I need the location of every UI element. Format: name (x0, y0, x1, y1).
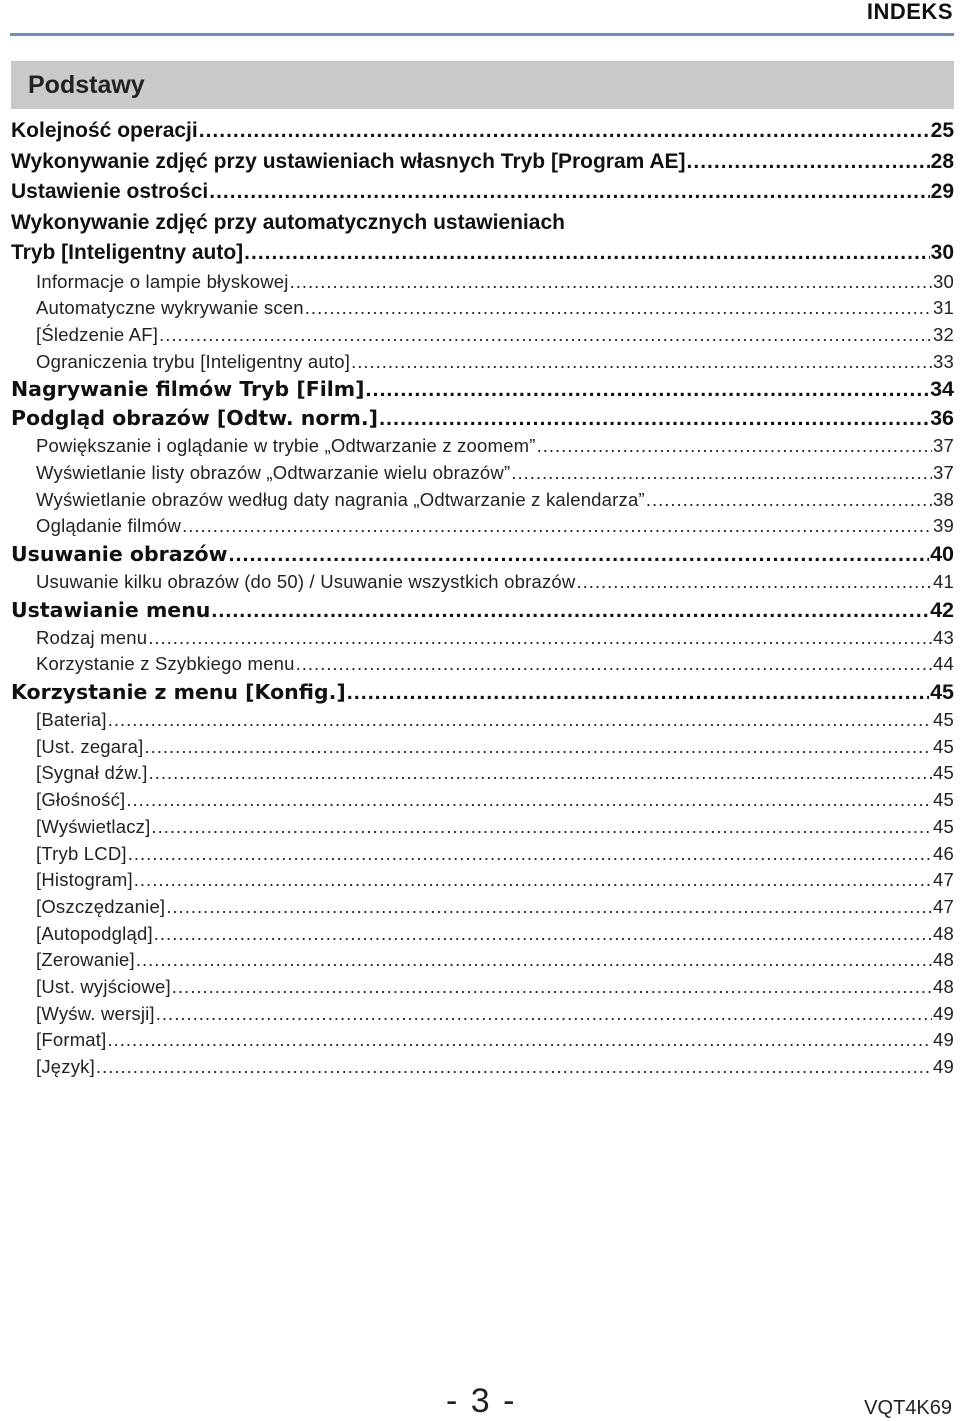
toc-entry-label: Wyświetlanie obrazów według daty nagrania „Odtwarzanie z kalendarza” (36, 488, 645, 510)
toc-entry-label: Ustawianie menu (11, 597, 211, 622)
dot-leader (351, 349, 932, 376)
dot-leader (211, 596, 929, 625)
toc-subentry[interactable] (11, 841, 954, 868)
toc-page-number: 48 (933, 975, 954, 997)
toc-page-number: 47 (933, 869, 954, 891)
toc-subentry[interactable] (11, 269, 954, 296)
toc-entry-label: Usuwanie obrazów (11, 542, 228, 566)
toc-page-number: 44 (933, 653, 954, 675)
toc-entry[interactable] (11, 177, 954, 208)
footer-doc-code: VQT4K69 (864, 1397, 952, 1419)
toc-page-number: 45 (933, 789, 954, 811)
toc-entry-label: Korzystanie z Szybkiego menu (36, 653, 295, 675)
dot-leader (136, 947, 932, 974)
dot-leader (229, 540, 930, 569)
table-of-contents (11, 116, 954, 1081)
toc-subentry[interactable] (11, 787, 954, 814)
toc-page-number: 48 (933, 922, 954, 944)
toc-entry-label: [Język] (36, 1056, 95, 1077)
toc-entry-label: [Wyświetlacz] (36, 815, 151, 837)
toc-entry-label: Kolejność operacji (11, 119, 198, 142)
dot-leader (144, 734, 932, 761)
toc-entry[interactable] (11, 116, 954, 147)
toc-entry-label: [Zerowanie] (36, 949, 135, 971)
toc-entry-label: Ograniczenia trybu [Inteligentny auto] (36, 350, 351, 372)
toc-page-number: 45 (933, 709, 954, 731)
toc-subentry[interactable] (11, 513, 954, 540)
toc-entry-label: [Ust. wyjściowe] (36, 975, 171, 997)
toc-subentry[interactable] (11, 569, 954, 596)
toc-page-number: 33 (933, 350, 954, 372)
toc-subentry[interactable] (11, 349, 954, 376)
dot-leader (107, 1027, 932, 1054)
toc-subentry[interactable] (11, 487, 954, 514)
toc-entry[interactable] (11, 375, 954, 404)
dot-leader (134, 867, 932, 894)
toc-page-number: 32 (933, 323, 954, 345)
toc-page-number: 39 (933, 515, 954, 537)
dot-leader (366, 375, 930, 404)
toc-entry[interactable] (11, 147, 954, 178)
dot-leader (576, 569, 932, 596)
toc-entry[interactable] (11, 678, 954, 707)
toc-page-number: 38 (933, 488, 954, 510)
toc-entry-label: Usuwanie kilku obrazów (do 50) / Usuwanie wszystkich obrazów (36, 571, 576, 592)
dot-leader (646, 487, 932, 514)
toc-entry-label: Powiększanie i oglądanie w trybie „Odtwarzanie z zoomem” (36, 435, 536, 457)
dot-leader (182, 513, 932, 540)
index-header-tag: INDEKS (866, 0, 953, 24)
dot-leader (305, 295, 932, 322)
toc-page-number: 30 (930, 241, 954, 264)
toc-page-number: 45 (933, 762, 954, 784)
section-band (11, 61, 954, 109)
toc-page-number: 49 (933, 1056, 954, 1077)
dot-leader (379, 404, 929, 433)
toc-subentry[interactable] (11, 295, 954, 322)
toc-page-number: 29 (930, 180, 954, 203)
toc-subentry[interactable] (11, 760, 954, 787)
dot-leader (244, 238, 929, 269)
dot-leader (156, 1001, 932, 1028)
toc-entry-label: Podgląd obrazów [Odtw. norm.] (11, 406, 379, 431)
toc-page-number: 37 (933, 461, 954, 483)
dot-leader (537, 433, 932, 460)
toc-subentry[interactable] (11, 625, 954, 652)
toc-entry-label: [Bateria] (36, 709, 107, 731)
toc-entry[interactable] (11, 596, 954, 625)
section-title: Podstawy (28, 71, 145, 99)
toc-entry-label: [Głośność] (36, 789, 126, 811)
toc-entry-label: Wyświetlanie listy obrazów „Odtwarzanie wielu obrazów” (36, 461, 511, 483)
dot-leader (296, 651, 932, 678)
dot-leader (154, 921, 932, 948)
toc-entry-label: [Format] (36, 1029, 107, 1051)
dot-leader (166, 894, 932, 921)
dot-leader (108, 707, 932, 734)
toc-page-number: 47 (933, 895, 954, 917)
dot-leader (128, 841, 932, 868)
dot-leader (126, 787, 932, 814)
toc-entry-label: [Oszczędzanie] (36, 895, 166, 917)
toc-entry-label: Oglądanie filmów (36, 515, 182, 537)
toc-entry-label: Wykonywanie zdjęć przy ustawieniach własnych Tryb [Program AE] (11, 149, 686, 173)
toc-page-number: 45 (930, 680, 954, 705)
toc-page-number: 34 (930, 377, 954, 402)
toc-subentry[interactable] (11, 1027, 954, 1054)
dot-leader (347, 678, 929, 707)
toc-entry-label: Rodzaj menu (36, 626, 148, 648)
toc-page-number: 31 (933, 297, 954, 319)
toc-entry-label: [Tryb LCD] (36, 842, 127, 864)
toc-page-number: 37 (933, 435, 954, 457)
toc-page-number: 49 (933, 1002, 954, 1024)
dot-leader (148, 625, 932, 652)
toc-subentry[interactable] (11, 921, 954, 948)
toc-subentry[interactable] (11, 460, 954, 487)
toc-entry-label: Ustawienie ostrości (11, 180, 209, 203)
toc-entry-label: Informacje o lampie błyskowej (36, 270, 289, 292)
toc-entry-label: [Ust. zegara] (36, 735, 144, 757)
toc-entry-label: Wykonywanie zdjęć przy automatycznych ustawieniach (11, 210, 565, 234)
toc-subentry[interactable] (11, 322, 954, 349)
toc-entry-label: Korzystanie z menu [Konfig.] (11, 680, 346, 705)
toc-subentry[interactable] (11, 974, 954, 1001)
toc-entry[interactable] (11, 208, 954, 239)
dot-leader (96, 1054, 932, 1081)
toc-subentry[interactable] (11, 867, 954, 894)
toc-page-number: 28 (930, 149, 954, 173)
toc-page-number: 25 (930, 119, 954, 142)
toc-entry[interactable] (11, 404, 954, 433)
toc-entry[interactable] (11, 540, 954, 569)
toc-page-number: 45 (933, 735, 954, 757)
toc-subentry[interactable] (11, 651, 954, 678)
toc-entry-label: [Autopodgląd] (36, 922, 153, 944)
toc-entry-label: Automatyczne wykrywanie scen (36, 297, 304, 319)
toc-entry-label: [Wyśw. wersji] (36, 1002, 155, 1024)
toc-entry-label: [Histogram] (36, 869, 133, 891)
footer-page-number: - 3 - (446, 1382, 517, 1420)
toc-entry-label: [Śledzenie AF] (36, 323, 159, 345)
header-rule (10, 33, 954, 36)
dot-leader (151, 814, 932, 841)
toc-entry-label: Nagrywanie filmów Tryb [Film] (11, 377, 365, 402)
toc-page-number: 41 (933, 571, 954, 592)
toc-subentry[interactable] (11, 814, 954, 841)
toc-page-number: 49 (933, 1029, 954, 1051)
toc-page-number: 40 (930, 542, 954, 566)
toc-subentry[interactable] (11, 433, 954, 460)
toc-subentry[interactable] (11, 707, 954, 734)
toc-page-number: 36 (930, 406, 954, 431)
toc-page-number: 43 (933, 626, 954, 648)
dot-leader (159, 322, 932, 349)
toc-entry[interactable] (11, 238, 954, 269)
dot-leader (149, 760, 932, 787)
toc-page-number: 42 (930, 597, 954, 622)
toc-subentry[interactable] (11, 1054, 954, 1081)
toc-entry-label: [Sygnał dźw.] (36, 762, 148, 784)
toc-subentry[interactable] (11, 947, 954, 974)
toc-subentry[interactable] (11, 894, 954, 921)
dot-leader (511, 460, 932, 487)
toc-entry-label: Tryb [Inteligentny auto] (11, 241, 244, 264)
dot-leader (209, 177, 929, 208)
toc-subentry[interactable] (11, 734, 954, 761)
toc-page-number: 48 (933, 949, 954, 971)
toc-page-number: 30 (933, 270, 954, 292)
toc-page-number: 46 (933, 842, 954, 864)
toc-page-number: 45 (933, 815, 954, 837)
dot-leader (687, 147, 930, 178)
dot-leader (199, 116, 930, 147)
dot-leader (172, 974, 932, 1001)
toc-subentry[interactable] (11, 1001, 954, 1028)
dot-leader (290, 269, 932, 296)
